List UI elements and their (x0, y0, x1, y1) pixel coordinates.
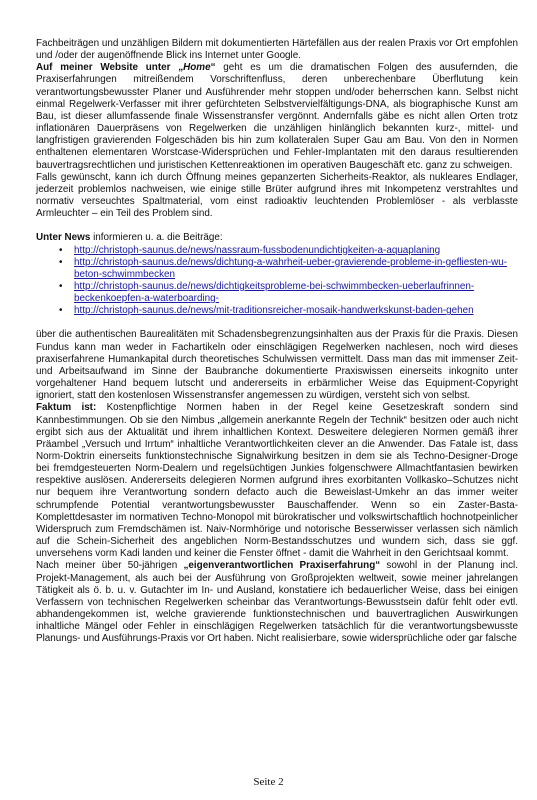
paragraph-reactor: Falls gewünscht, kann ich durch Öffnung meines gepanzerten Sicherheits-Reaktor, als nukleares Endlager, jederzeit problemlos nachweisen, wie einige stille Brüter aufgrund ihres mit Inkompetenz verstrahltes und normativ verseuchtes Spaltmaterial, vom einst radioaktiv leuchtenden Problemlöser - als verblasste Armleuchter – ein Teil des Problem sind. (36, 171, 518, 220)
news-link-3[interactable]: http://christoph-saunus.de/news/dichtigkeitsprobleme-bei-schwimmbecken-ueberlaufrinnen-beckenkoepfen-a-waterboarding- (74, 280, 475, 305)
praxis-pre: Nach meiner über 50-jährigen (36, 560, 184, 572)
praxis-text: sowohl in der Planung incl. Projekt-Management, als auch bei der Ausführung von Großprojekten weltweit, sowie meiner jahrelangen Tätigkeit als ö. b. u. v. Gutachter im In- und Ausland, konstatiere ich bedauerlicher Weise, dass bei einigen Verfassern von technischen Regelwerken scheinbar das Verantwortungs-Bewusstsein dafür fehlt oder evtl. abhandengekommen ist, welche gravierende funktionstechnischen und bauvertraglichen Auswirkungen inhaltliche Mängel oder Fehler in einschlägigen Regelwerken tatsächlich für die verantwortungsbewusste Planungs- und Ausführungs-Praxis vor Ort haben. Nicht realisierbare, sowie widersprüchliche oder gar falsche (36, 560, 518, 645)
news-link-4[interactable]: http://christoph-saunus.de/news/mit-traditionsreicher-mosaik-handwerkskunst-baden-gehen (74, 305, 474, 317)
home-link-text: Home (183, 62, 211, 74)
faktum-text: Kostenpflichtige Normen haben in der Regel keine Gesetzeskraft sondern sind Kannbestimmungen. Ob sie den Nimbus „allgemein anerkannte Regeln der Technik“ besitzen oder auch nicht ergibt sich aus der Aktualität und ihrem inhaltlichen Kontext. Desweitere delegieren Normen gemäß ihrer Präambel „Versuch und Irrtum“ inhaltliche Verantwortlichkeiten clever an die Anwender. Das Fatale ist, dass Norm-Doktrin einerseits funktionstechnische Signalwirkung besitzen in dem sie als Techno-Designer-Droge bei fremdgesteuerten Norm-Dealern und regelsüchtigen Junkies folgenschwere Allmachtfantasien bewirken respektive auslösen. Andererseits delegieren Normen aufgrund ihres exorbitanten Vollkasko–Schutzes nicht nur bequem ihre Verantwortung sondern defacto auch die Beweislast-Umkehr an das immer weiter schrumpfende Potential verantwortungsbewusster Bauschaffender. Wenn so ein Zaster-Basta-Komplettdesaster im normativen Techno-Monopol mit bürokratischer und volkswirtschaftlich hochnotpeinlicher Widerspruch zum Fremdschämen ist. Naiv-Normhörige und notorische Besserwisser verlassen sich nämlich auf die Schein-Sicherheit des angeblichen Norm-Bestandsschutzes und wundern sich, dass sie ggf. unversehens vorm Kadi landen und keiner die Fenster öffnet - damit die Wahrheit in den Gerichtsaal kommt. (36, 402, 518, 560)
list-item (74, 281, 518, 305)
news-heading-bold: Unter News (36, 232, 91, 244)
paragraph-intro: Fachbeiträgen und unzähligen Bildern mit dokumentierten Härtefällen aus der realen Praxis vor Ort empfohlen und /oder der augenöffnende Blick ins Internet unter Google. (36, 38, 518, 62)
website-lead-post: “ (210, 62, 216, 74)
website-lead (36, 62, 216, 73)
document-body (36, 38, 518, 646)
faktum-label: Faktum ist: (36, 402, 97, 414)
paragraph-praxiserfahrung (36, 560, 518, 645)
website-text: geht es um die dramatischen Folgen des ausufernden, die Praxiserfahrungen mitreißendem Vorschriftenfluss, deren unberechenbare Überflutung kein verantwortungsbewusster Planer und Ausführender mehr stoppen und/oder beherrschen kann. Selbst nicht einmal Regelwerk-Verfasser mit ihrer gefürchteten Selbstvervielfältigungs-DNA, als biographische Kunst am Bau, ist dieser allumfassende finale Wissenstransfer vergönnt. Andernfalls gäbe es nicht allen Orten trotz inflationären Dauerpräsens von Regelwerken die unzähligen hinlänglich bekannten kurz-, mittel- und langfristigen gravierenden Folgeschäden bis hin zum kollateralen Super Gau am Bau. Von den in Normen enthaltenen elementaren Worstcase-Widersprüchen und Fehler-Implantaten mit den daraus resultierenden bauvertragsrechtlichen und juristischen Kettenreaktionen im operativen Baugeschäft etc. ganz zu schweigen. (36, 62, 518, 171)
news-heading-rest: informieren u. a. die Beiträge: (90, 232, 223, 244)
list-item (74, 257, 518, 281)
list-item (74, 245, 518, 257)
paragraph-faktum (36, 402, 518, 560)
paragraph-baurealitaeten: über die authentischen Baurealitäten mit Schadensbegrenzungsinhalten aus der Praxis für die Praxis. Diesen Fundus kann man weder in Fachartikeln oder einschlägigen Regelwerken nachlesen, noch wird dieses praxiserfahrene Humankapital durch theoretisches Schulwissen vermittelt. Dass man das mit immenser Zeit- und Arbeitsaufwand im Sinne der Baubranche dokumentierte Praxiswissen einerseits inkognito unter vorgehaltener Hand bequem lutscht und andererseits in erbärmlicher Weise das Equipment-Copyright ignoriert, statt den kostenlosen Wissenstransfer angemessen zu würdigen, versteht sich von selbst. (36, 329, 518, 402)
news-link-list (36, 245, 518, 318)
list-item (74, 305, 518, 317)
news-link-1[interactable]: http://christoph-saunus.de/news/nassraum-fussbodenundichtigkeiten-a-aquaplaning (74, 244, 441, 256)
website-lead-pre: Auf meiner Website unter „ (36, 62, 184, 74)
news-heading (36, 232, 518, 244)
news-link-2[interactable]: http://christoph-saunus.de/news/dichtung-a-wahrheit-ueber-gravierende-probleme-in-gefliesten-wu-beton-schwimmbecken (74, 256, 508, 280)
praxis-bold: „eigenverantwortlichen Praxiserfahrung“ (183, 560, 381, 572)
page-number: Seite 2 (253, 776, 284, 788)
paragraph-website (36, 62, 518, 171)
